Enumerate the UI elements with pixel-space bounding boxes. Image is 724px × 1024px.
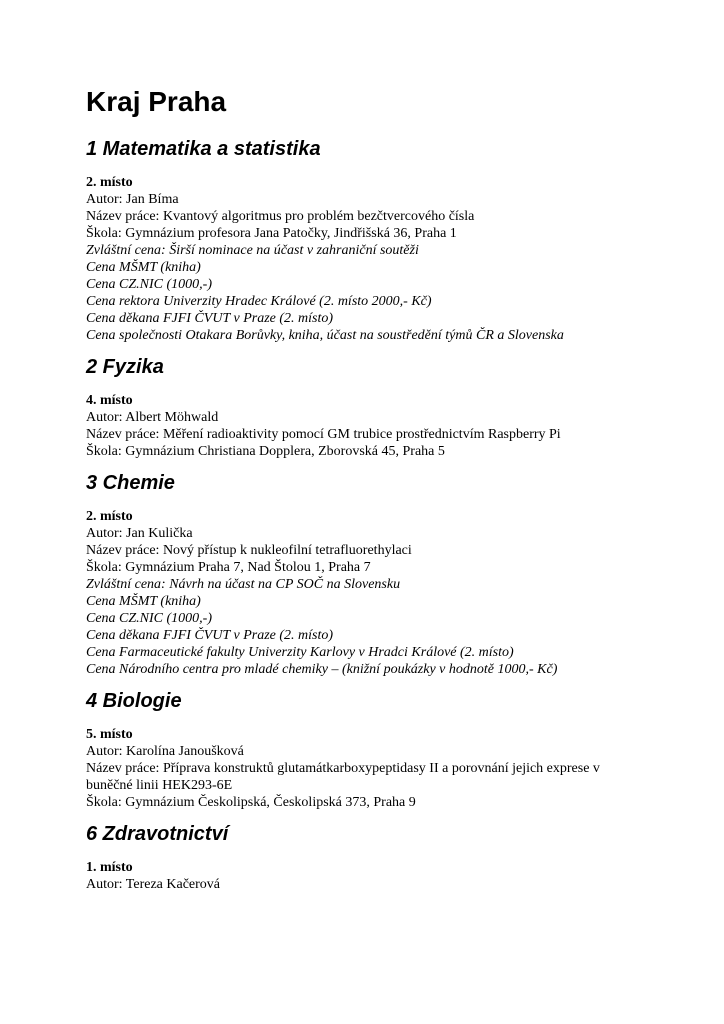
section-heading: 4 Biologie bbox=[86, 690, 182, 712]
entry-rank: 2. místo bbox=[86, 509, 133, 524]
entry-award: Cena CZ.NIC (1000,-) bbox=[86, 277, 212, 292]
entry-school: Škola: Gymnázium Českolipská, Českolipská 373, Praha 9 bbox=[86, 795, 416, 810]
entry-author: Autor: Jan Bíma bbox=[86, 192, 179, 207]
entry-author: Autor: Jan Kulička bbox=[86, 526, 193, 541]
section-biologie bbox=[86, 688, 638, 811]
section-matematika bbox=[86, 136, 638, 344]
entry-award: Cena MŠMT (kniha) bbox=[86, 594, 201, 609]
entry-rank: 1. místo bbox=[86, 860, 133, 875]
entry-school: Škola: Gymnázium Praha 7, Nad Štolou 1, Praha 7 bbox=[86, 560, 371, 575]
entry-work-title: Název práce: Příprava konstruktů glutamátkarboxypeptidasy II a porovnání jejich exprese v buněčné linii HEK293-6E bbox=[86, 761, 600, 793]
section-heading: 1 Matematika a statistika bbox=[86, 138, 321, 160]
entry-rank: 4. místo bbox=[86, 393, 133, 408]
entry-award: Cena rektora Univerzity Hradec Králové (2. místo 2000,- Kč) bbox=[86, 294, 432, 309]
entry-award: Cena MŠMT (kniha) bbox=[86, 260, 201, 275]
entry-school: Škola: Gymnázium Christiana Dopplera, Zborovská 45, Praha 5 bbox=[86, 444, 445, 459]
entry-work-title: Název práce: Kvantový algoritmus pro problém bezčtvercového čísla bbox=[86, 209, 475, 224]
entry-work-title: Název práce: Nový přístup k nukleofilní tetrafluorethylaci bbox=[86, 543, 412, 558]
section-heading: 6 Zdravotnictví bbox=[86, 823, 229, 845]
section-chemie bbox=[86, 470, 638, 678]
entry-award: Cena děkana FJFI ČVUT v Praze (2. místo) bbox=[86, 628, 334, 643]
section-heading: 2 Fyzika bbox=[86, 356, 164, 378]
entry-rank: 5. místo bbox=[86, 727, 133, 742]
entry-award: Cena Farmaceutické fakulty Univerzity Karlovy v Hradci Králové (2. místo) bbox=[86, 645, 514, 660]
entry-award: Cena Národního centra pro mladé chemiky – (knižní poukázky v hodnotě 1000,- Kč) bbox=[86, 662, 558, 677]
entry-award: Zvláštní cena: Návrh na účast na CP SOČ na Slovensku bbox=[86, 577, 401, 592]
section-heading: 3 Chemie bbox=[86, 472, 175, 494]
page-title: Kraj Praha bbox=[86, 86, 227, 117]
entry-author: Autor: Albert Möhwald bbox=[86, 410, 219, 425]
entry-author: Autor: Tereza Kačerová bbox=[86, 877, 221, 892]
entry-author: Autor: Karolína Janoušková bbox=[86, 744, 244, 759]
section-fyzika bbox=[86, 354, 638, 460]
section-zdravotnictvi bbox=[86, 821, 638, 893]
entry-award: Cena děkana FJFI ČVUT v Praze (2. místo) bbox=[86, 311, 334, 326]
entry-work-title: Název práce: Měření radioaktivity pomocí GM trubice prostřednictvím Raspberry Pi bbox=[86, 427, 561, 442]
entry-award: Cena CZ.NIC (1000,-) bbox=[86, 611, 212, 626]
entry-school: Škola: Gymnázium profesora Jana Patočky, Jindřišská 36, Praha 1 bbox=[86, 226, 457, 241]
entry-rank: 2. místo bbox=[86, 175, 133, 190]
entry-award: Zvláštní cena: Širší nominace na účast v zahraniční soutěži bbox=[86, 243, 419, 258]
entry-award: Cena společnosti Otakara Borůvky, kniha, účast na soustředění týmů ČR a Slovenska bbox=[86, 328, 564, 343]
